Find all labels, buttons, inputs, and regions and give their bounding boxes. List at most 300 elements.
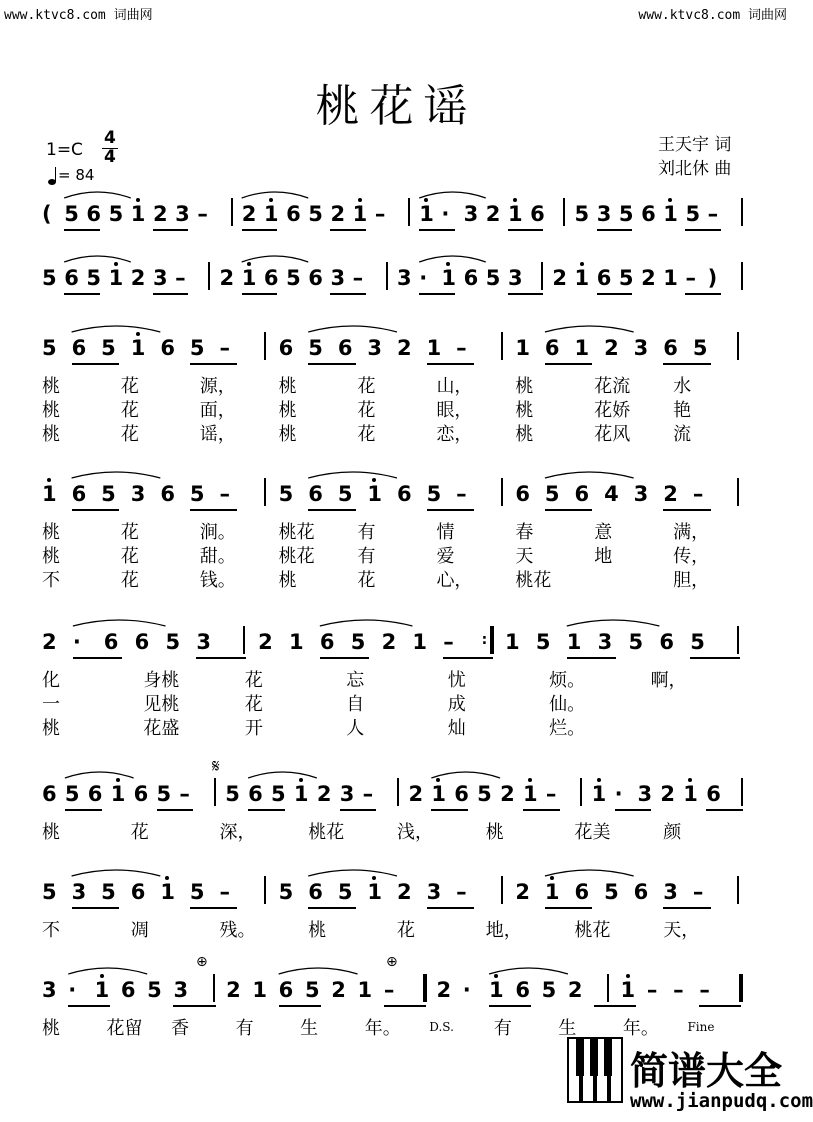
note: 5 — [308, 336, 323, 360]
lyric-syllable: 开 — [244, 718, 263, 739]
note: 3 — [507, 266, 523, 290]
note: 1 — [419, 202, 434, 226]
lyric-syllable: 深， — [219, 822, 256, 843]
note: 2 — [515, 880, 530, 904]
beam-underline — [431, 809, 468, 811]
note: 2 — [381, 630, 397, 654]
note: 2 — [485, 202, 501, 226]
note: – — [692, 880, 704, 904]
beam-underline — [68, 1005, 110, 1007]
lyric-syllable: Fine — [687, 1020, 715, 1034]
note: – — [443, 630, 454, 654]
beam-underline — [489, 1005, 531, 1007]
note: – — [673, 978, 684, 1002]
lyric-syllable: 香 — [171, 1018, 190, 1039]
note: 6 — [596, 266, 612, 290]
beam-underline — [508, 229, 544, 231]
note: 2 — [663, 482, 678, 506]
note: 5 — [690, 630, 705, 654]
lyric-syllable: 花 — [397, 920, 415, 941]
note: 1 — [663, 266, 678, 290]
note: 5 — [189, 336, 205, 360]
bar-line — [386, 262, 388, 290]
lyric-syllable: 化 — [42, 670, 60, 691]
site-watermark-right: www.ktvc8.com 词曲网 — [638, 8, 787, 23]
slur-arc — [308, 472, 397, 478]
note: – — [219, 482, 230, 506]
note: 1 — [110, 782, 126, 806]
note: 1 — [574, 336, 590, 360]
note: 6 — [397, 482, 412, 506]
note: 3 — [463, 202, 479, 226]
note: 5 — [86, 266, 101, 290]
notes-line — [0, 778, 793, 808]
note: 1 — [367, 482, 383, 506]
beam-underline — [330, 293, 366, 295]
note: 1 — [293, 782, 309, 806]
lyric-syllable: 心， — [436, 570, 473, 591]
quarter-note-icon — [48, 167, 58, 185]
beam-underline — [427, 363, 474, 365]
note: 6 — [454, 782, 469, 806]
note: 2 — [567, 978, 583, 1002]
lyric-syllable: 桃花 — [278, 546, 315, 567]
beam-underline — [597, 229, 633, 231]
note: 5 — [64, 202, 79, 226]
slur-arc — [431, 772, 500, 778]
lyric-syllable: 年。 — [364, 1018, 401, 1039]
note: 5 — [350, 630, 366, 654]
lyric-syllable: 花 — [120, 424, 139, 445]
lyric-syllable: 花美 — [574, 822, 611, 843]
lyric-syllable: 生 — [300, 1018, 319, 1039]
note: 6 — [160, 336, 175, 360]
note: 2 — [552, 266, 567, 290]
beam-underline — [384, 1005, 426, 1007]
note: 6 — [641, 202, 656, 226]
bar-line — [243, 626, 245, 654]
note: – — [219, 880, 230, 904]
lyric-syllable: 花 — [357, 376, 376, 397]
note: 6 — [515, 482, 530, 506]
note: 3 — [426, 880, 442, 904]
bar-line — [541, 262, 543, 290]
lyric-syllable: 源， — [199, 376, 236, 397]
slur-arc — [489, 968, 568, 974]
lyric-syllable: 桃 — [42, 718, 60, 739]
note: 3 — [175, 202, 190, 226]
slur-arc — [320, 620, 413, 626]
bar-line — [264, 332, 266, 360]
lyric-syllable: 桃 — [485, 822, 504, 843]
slur-arc — [545, 870, 634, 876]
note: 1 — [522, 782, 538, 806]
lyric-syllable: 忘 — [346, 670, 365, 691]
note: 5 — [156, 782, 172, 806]
note: 2 — [436, 978, 452, 1002]
note: 5 — [189, 880, 205, 904]
lyric-syllable: 满， — [673, 522, 710, 543]
lyric-syllable: 桃 — [42, 376, 60, 397]
lyric-syllable: 身桃 — [143, 670, 180, 691]
song-title: 桃花谣 — [315, 81, 478, 132]
note: 3 — [196, 630, 211, 654]
lyric-line — [0, 542, 793, 566]
note: 2 — [226, 978, 241, 1002]
note: 6 — [278, 978, 294, 1002]
note: 6 — [64, 266, 79, 290]
lyric-syllable: 眼， — [436, 400, 473, 421]
lyric-syllable: 桃花 — [278, 522, 315, 543]
note: 6 — [544, 336, 560, 360]
lyric-syllable: 花 — [357, 570, 376, 591]
note: 6 — [286, 202, 301, 226]
note: 5 — [147, 978, 162, 1002]
lyric-syllable: 桃 — [308, 920, 327, 941]
beam-underline — [545, 509, 592, 511]
bar-line — [737, 478, 739, 506]
lyric-line — [0, 818, 793, 842]
note: 1 — [130, 336, 146, 360]
note: · — [419, 266, 428, 290]
lyric-syllable: 忧 — [447, 670, 466, 691]
slur-arc — [308, 326, 397, 332]
bar-line — [737, 332, 739, 360]
note: 5 — [692, 336, 708, 360]
note: 1 — [357, 978, 373, 1002]
note: 1 — [252, 978, 267, 1002]
repeat-dots: : — [481, 632, 488, 648]
note: 3 — [330, 266, 346, 290]
lyric-syllable: 传， — [673, 546, 710, 567]
note: – — [383, 978, 395, 1002]
note: 3 — [42, 978, 57, 1002]
note: 3 — [367, 336, 383, 360]
note: – — [699, 978, 710, 1002]
note: 1 — [367, 880, 383, 904]
lyric-line — [0, 372, 793, 396]
note: 5 — [304, 978, 320, 1002]
bar-line — [214, 778, 216, 806]
note: 3 — [339, 782, 355, 806]
slur-arc — [72, 472, 161, 478]
lyric-syllable: 花 — [120, 376, 139, 397]
note: 2 — [316, 782, 332, 806]
note: – — [456, 880, 467, 904]
time-signature-top: 4 — [104, 128, 116, 148]
slur-arc — [242, 192, 309, 198]
lyric-syllable: 花 — [120, 570, 139, 591]
lyric-line — [0, 666, 793, 690]
beam-underline — [663, 363, 710, 365]
slur-arc — [242, 256, 309, 262]
lyric-syllable: 不 — [42, 570, 60, 591]
lyric-syllable: 山， — [436, 376, 473, 397]
note: ( — [42, 202, 52, 226]
lyric-syllable: 花 — [120, 400, 139, 421]
note: 3 — [71, 880, 87, 904]
beam-underline — [242, 229, 278, 231]
note: 6 — [515, 978, 530, 1002]
lyric-syllable: 桃 — [278, 400, 297, 421]
beam-underline — [73, 657, 122, 659]
beam-underline — [72, 907, 119, 909]
note: 6 — [87, 782, 103, 806]
note: 2 — [604, 336, 619, 360]
note: 5 — [544, 482, 560, 506]
slur-arc — [68, 968, 147, 974]
lyric-syllable: 桃 — [515, 400, 534, 421]
bar-line — [501, 332, 503, 360]
lyric-line — [0, 916, 793, 940]
note: 5 — [271, 782, 286, 806]
lyric-syllable: 花 — [130, 822, 149, 843]
note: 1 — [160, 880, 175, 904]
note: 3 — [633, 482, 649, 506]
beam-underline — [65, 809, 102, 811]
note: · — [441, 202, 450, 226]
beam-underline — [153, 229, 189, 231]
note: – — [374, 202, 386, 226]
note: 6 — [71, 336, 87, 360]
slur-arc — [64, 192, 131, 198]
slur-arc — [567, 620, 660, 626]
note: – — [197, 202, 208, 226]
note: 1 — [591, 782, 607, 806]
beam-underline — [685, 293, 721, 295]
note: 3 — [173, 978, 189, 1002]
lyric-line — [0, 396, 793, 420]
coda-sign: ⊕ — [196, 954, 208, 970]
notes-line — [0, 198, 793, 228]
beam-underline — [72, 363, 119, 365]
note: 6 — [659, 630, 675, 654]
note: 2 — [660, 782, 675, 806]
beam-underline — [153, 293, 189, 295]
site-logo — [566, 1032, 813, 1118]
bar-line — [737, 876, 739, 904]
note: 5 — [628, 630, 644, 654]
beam-underline — [64, 229, 100, 231]
note: 5 — [426, 482, 442, 506]
note: 5 — [101, 880, 116, 904]
note: 2 — [331, 978, 346, 1002]
lyricist-credit: 王天宇 词 — [658, 135, 732, 155]
lyric-syllable: 水 — [673, 376, 692, 397]
beam-underline — [419, 293, 455, 295]
note: – — [175, 266, 186, 290]
slur-arc — [65, 772, 134, 778]
bar-line — [213, 974, 215, 1002]
note: – — [707, 202, 719, 226]
slur-layer — [0, 320, 793, 334]
beam-underline — [190, 363, 237, 365]
note: 5 — [485, 266, 501, 290]
beam-underline — [308, 509, 355, 511]
note: 1 — [683, 782, 698, 806]
note: 5 — [477, 782, 492, 806]
note: 1 — [94, 978, 110, 1002]
note: 6 — [706, 782, 721, 806]
beam-underline — [196, 657, 245, 659]
lyric-syllable: 花 — [120, 522, 139, 543]
note: 2 — [641, 266, 656, 290]
beam-underline — [157, 809, 194, 811]
note: 2 — [500, 782, 515, 806]
lyric-syllable: 甜。 — [199, 546, 236, 567]
lyric-syllable: 流 — [673, 424, 692, 445]
note: 1 — [507, 202, 523, 226]
note: – — [646, 978, 658, 1002]
note: 6 — [308, 880, 323, 904]
bar-line — [607, 974, 609, 1002]
beam-underline — [597, 293, 633, 295]
note: 1 — [515, 336, 530, 360]
bar-line — [739, 974, 743, 1002]
note: – — [692, 482, 704, 506]
lyric-syllable: 桃 — [42, 1018, 60, 1039]
score-system — [0, 332, 793, 472]
note: 2 — [42, 630, 57, 654]
time-signature-bottom: 4 — [104, 147, 116, 167]
note: 1 — [42, 482, 57, 506]
lyric-syllable: 桃 — [42, 424, 60, 445]
lyric-syllable: 花风 — [594, 424, 631, 445]
note: 6 — [120, 978, 136, 1002]
note: 5 — [535, 630, 551, 654]
notes-line — [0, 262, 793, 292]
bar-line — [501, 478, 503, 506]
lyric-syllable: 一 — [42, 694, 60, 715]
note: 5 — [574, 202, 590, 226]
piano-keys-icon — [566, 1032, 626, 1112]
lyric-syllable: 桃 — [42, 546, 60, 567]
lyric-syllable: 成 — [447, 694, 466, 715]
lyric-syllable: 有 — [357, 522, 376, 543]
bar-line — [741, 198, 743, 226]
note: 5 — [541, 978, 557, 1002]
note: 1 — [505, 630, 520, 654]
note: 1 — [352, 202, 368, 226]
segno-sign: 𝄋 — [212, 756, 220, 777]
note: 1 — [489, 978, 504, 1002]
beam-underline — [248, 809, 285, 811]
beam-underline — [706, 809, 743, 811]
note: 6 — [134, 630, 150, 654]
bar-line — [563, 198, 565, 226]
lyric-line — [0, 690, 793, 714]
note: · — [614, 782, 623, 806]
beam-underline — [242, 293, 278, 295]
beam-underline — [663, 509, 710, 511]
note: 1 — [108, 266, 124, 290]
note: 3 — [597, 630, 613, 654]
lyric-syllable: 涧。 — [199, 522, 236, 543]
note: 5 — [618, 202, 634, 226]
note: 5 — [165, 630, 181, 654]
notes-line — [0, 478, 793, 508]
note: 3 — [596, 202, 612, 226]
note: 6 — [71, 482, 87, 506]
slur-arc — [72, 870, 161, 876]
note: 6 — [308, 482, 323, 506]
note: 5 — [101, 336, 116, 360]
note: · — [72, 630, 81, 654]
notes-line — [0, 876, 793, 906]
lyric-syllable: 生 — [558, 1018, 577, 1039]
lyric-syllable: 有 — [235, 1018, 254, 1039]
bar-line — [423, 974, 427, 1002]
lyric-line — [0, 566, 793, 590]
note: 2 — [397, 336, 412, 360]
note: – — [179, 782, 190, 806]
note: 5 — [42, 336, 57, 360]
note: 6 — [574, 482, 590, 506]
lyric-syllable: 桃 — [278, 570, 297, 591]
lyric-syllable: 天， — [663, 920, 700, 941]
note: 6 — [278, 336, 294, 360]
note: 1 — [426, 336, 442, 360]
lyric-syllable: 花 — [357, 424, 376, 445]
bar-line — [208, 262, 210, 290]
note: 6 — [133, 782, 149, 806]
lyric-syllable: 不 — [42, 920, 60, 941]
note: 6 — [663, 336, 678, 360]
note: 1 — [620, 978, 636, 1002]
note: – — [352, 266, 364, 290]
bar-line — [501, 876, 503, 904]
note: 3 — [637, 782, 653, 806]
slur-arc — [64, 256, 131, 262]
lyric-syllable: 见桃 — [143, 694, 180, 715]
bar-line — [231, 198, 233, 226]
lyric-syllable: 桃花 — [515, 570, 552, 591]
beam-underline — [427, 907, 474, 909]
note: 6 — [263, 266, 279, 290]
bar-line — [741, 262, 743, 290]
lyric-syllable: 烦。 — [549, 670, 586, 691]
site-watermark-left: www.ktvc8.com 词曲网 — [4, 8, 153, 23]
lyric-syllable: 桃花 — [308, 822, 345, 843]
lyric-syllable: 花 — [244, 670, 263, 691]
lyric-syllable: 恋， — [436, 424, 473, 445]
note: 3 — [152, 266, 168, 290]
lyric-syllable: 有 — [493, 1018, 512, 1039]
beam-underline — [690, 657, 739, 659]
composer-credit: 刘北休 曲 — [658, 159, 732, 179]
logo-url: www.jianpudq.com — [630, 1090, 813, 1112]
beam-underline — [699, 1005, 741, 1007]
note: 5 — [108, 202, 124, 226]
bar-line — [408, 198, 410, 226]
note: 5 — [685, 202, 701, 226]
notes-line — [0, 332, 793, 362]
beam-underline — [508, 293, 544, 295]
slur-layer — [0, 614, 793, 628]
note: 1 — [431, 782, 446, 806]
lyric-syllable: 花留 — [106, 1018, 143, 1039]
bar-line — [264, 478, 266, 506]
lyric-syllable: 烂。 — [549, 718, 586, 739]
note: 5 — [337, 880, 353, 904]
lyric-syllable: 花 — [120, 546, 139, 567]
note: ) — [707, 266, 718, 290]
bar-line — [741, 778, 743, 806]
note: 2 — [241, 202, 257, 226]
note: 3 — [397, 266, 412, 290]
lyric-syllable: 春 — [515, 522, 534, 543]
note: 1 — [441, 266, 456, 290]
